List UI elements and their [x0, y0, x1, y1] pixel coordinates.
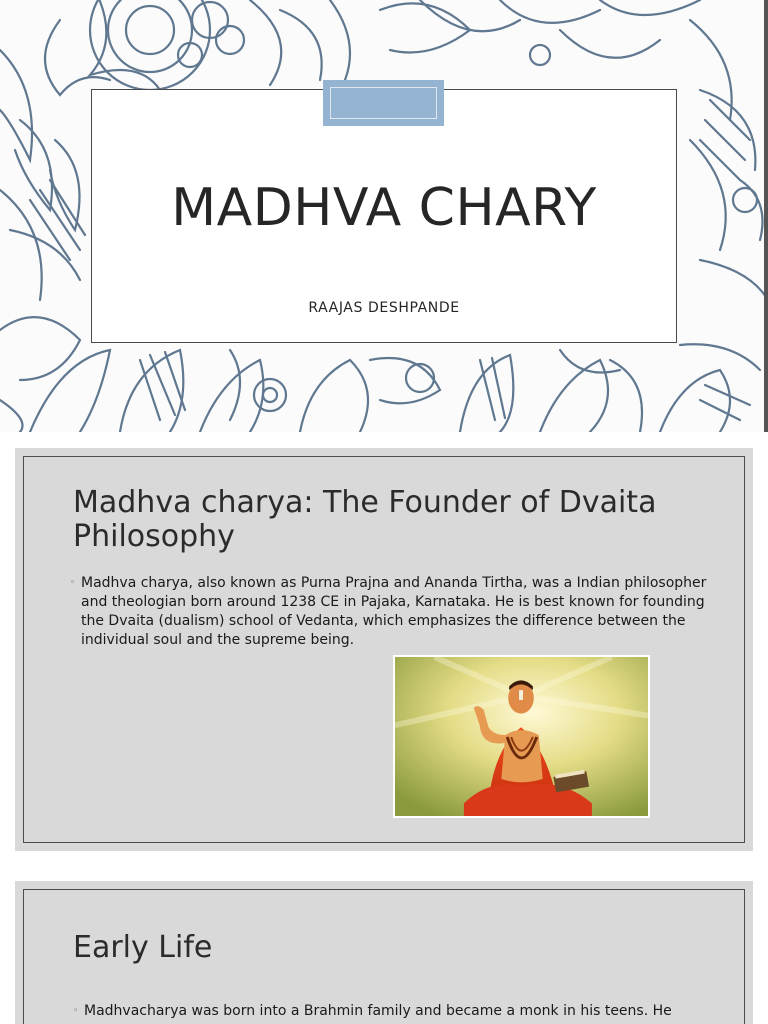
hollow-circle-bullet-icon: ◦: [70, 578, 76, 588]
presentation-subtitle: RAAJAS DESHPANDE: [308, 300, 460, 316]
slide-early-life[interactable]: [15, 881, 753, 1024]
madhvacharya-portrait-image: [393, 655, 650, 818]
bullet-item: [70, 574, 711, 650]
slide-founder-of-dvaita[interactable]: [15, 448, 753, 851]
presentation-title: MADHVA CHARY: [171, 178, 597, 238]
hollow-circle-bullet-icon: ◦: [73, 1006, 79, 1016]
slide-edge: [764, 0, 768, 432]
bullet-text: Madhva charya, also known as Purna Prajna and Ananda Tirtha, was a Indian philosopher and theologian born around 1238 CE in Pajaka, Karnataka. He is best known for founding the Dvaita (dualism) school of Vedanta, which emphasizes the difference between the individual soul and the supreme being.: [81, 575, 707, 648]
bullet-item: [73, 1002, 724, 1021]
title-slide[interactable]: [0, 0, 768, 432]
bullet-text: Madhvacharya was born into a Brahmin family and became a monk in his teens. He: [84, 1003, 672, 1019]
slide-heading: Early Life: [73, 930, 213, 965]
slide-heading: Madhva charya: The Founder of Dvaita Philosophy: [73, 485, 657, 554]
title-accent-tab: [323, 80, 444, 126]
